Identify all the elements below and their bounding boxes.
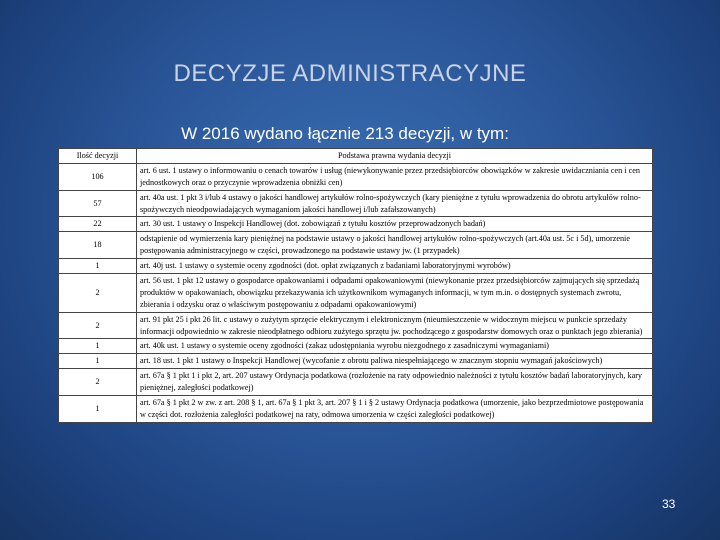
legal-basis-cell: art. 40j ust. 1 ustawy o systemie oceny zgodności (dot. opłat związanych z badaniami laboratoryjnymi wyrobów) <box>137 259 653 274</box>
legal-basis-cell: art. 6 ust. 1 ustawy o informowaniu o cenach towarów i usług (niewykonywanie przez przedsiębiorców obowiązków w zakresie uwidaczniania cen i cen jednostkowych oraz o przyczynie wprowadzenia obniżki cen) <box>137 163 653 190</box>
table-header-row <box>59 149 653 164</box>
decision-count-cell: 1 <box>59 339 137 354</box>
table-row <box>59 190 653 217</box>
table-row <box>59 217 653 232</box>
table-row <box>59 312 653 339</box>
decisions-table-wrapper <box>58 148 653 423</box>
table-row <box>59 163 653 190</box>
table-row <box>59 259 653 274</box>
legal-basis-cell: art. 40k ust. 1 ustawy o systemie oceny zgodności (zakaz udostępniania wyrobu niezgodnego z zasadniczymi wymaganiami) <box>137 339 653 354</box>
decision-count-cell: 1 <box>59 354 137 369</box>
table-row <box>59 274 653 313</box>
table-row <box>59 354 653 369</box>
legal-basis-cell: art. 67a § 1 pkt 2 w zw. z art. 208 § 1, art. 67a § 1 pkt 3, art. 207 § 1 i § 2 ustawy Ordynacja podatkowa (umorzenie, jako bezprzedmiotowe postępowania w części dot. rozłożenia zaległości podatkowej na raty, odmowa umorzenia w części zaległości podatkowej) <box>137 396 653 423</box>
table-row <box>59 232 653 259</box>
decision-count-cell: 22 <box>59 217 137 232</box>
legal-basis-cell: art. 56 ust. 1 pkt 12 ustawy o gospodarce opakowaniami i odpadami opakowaniowymi (niewykonanie przez przedsiębiorców zajmujących się sprzedażą produktów w opakowaniach, obowiązku przekazywania ich użytkownikom wymaganych informacji, w tym m.in. o dostępnych systemach zwrotu, zbierania i odzysku oraz o właściwym postępowaniu z odpadami opakowaniowymi) <box>137 274 653 313</box>
header-count: Ilość decyzji <box>59 149 137 164</box>
decision-count-cell: 57 <box>59 190 137 217</box>
decision-count-cell: 1 <box>59 259 137 274</box>
decision-count-cell: 106 <box>59 163 137 190</box>
decision-count-cell: 18 <box>59 232 137 259</box>
decision-count-cell: 2 <box>59 274 137 313</box>
table-row <box>59 396 653 423</box>
table-row <box>59 369 653 396</box>
decisions-table <box>58 148 653 423</box>
legal-basis-cell: art. 91 pkt 25 i pkt 26 lit. c ustawy o zużytym sprzęcie elektrycznym i elektronicznym (nieumieszczenie w widocznym miejscu w punkcie sprzedaży informacji odpowiednio w zakresie nieodpłatnego odbioru zużytego sprzętu jw. pochodzącego z gospodarstw domowych oraz o punktach jego zbierania) <box>137 312 653 339</box>
legal-basis-cell: art. 40a ust. 1 pkt 3 i/lub 4 ustawy o jakości handlowej artykułów rolno-spożywczych (kary pieniężne z tytułu wprowadzenia do obrotu artykułów rolno-spożywczych nieodpowiadających wymaganiom jakości handlowej i/lub zafałszowanych) <box>137 190 653 217</box>
decision-count-cell: 2 <box>59 369 137 396</box>
table-row <box>59 339 653 354</box>
legal-basis-cell: odstąpienie od wymierzenia kary pieniężnej na podstawie ustawy o jakości handlowej artykułów rolno-spożywczych (art.40a ust. 5c i 5d), umorzenie postępowania administracyjnego w części, prowadzonego na podstawie ustawy jw. (1 przypadek) <box>137 232 653 259</box>
decision-count-cell: 2 <box>59 312 137 339</box>
slide-title: DECYZJE ADMINISTRACYJNE <box>173 60 527 87</box>
legal-basis-cell: art. 30 ust. 1 ustawy o Inspekcji Handlowej (dot. zobowiązań z tytułu kosztów przeprowadzonych badań) <box>137 217 653 232</box>
legal-basis-cell: art. 18 ust. 1 pkt 1 ustawy o Inspekcji Handlowej (wycofanie z obrotu paliwa niespełniającego w znacznym stopniu wymagań jakościowych) <box>137 354 653 369</box>
header-legal-basis: Podstawa prawna wydania decyzji <box>137 149 653 164</box>
table-body <box>59 163 653 422</box>
slide-subtitle: W 2016 wydano łącznie 213 decyzji, w tym: <box>181 124 509 143</box>
decision-count-cell: 1 <box>59 396 137 423</box>
page-number: 33 <box>662 497 676 511</box>
legal-basis-cell: art. 67a § 1 pkt 1 i pkt 2, art. 207 ustawy Ordynacja podatkowa (rozłożenie na raty odpowiednio należności z tytułu kosztów badań laboratoryjnych, kary pieniężnej, zaległości podatkowej) <box>137 369 653 396</box>
